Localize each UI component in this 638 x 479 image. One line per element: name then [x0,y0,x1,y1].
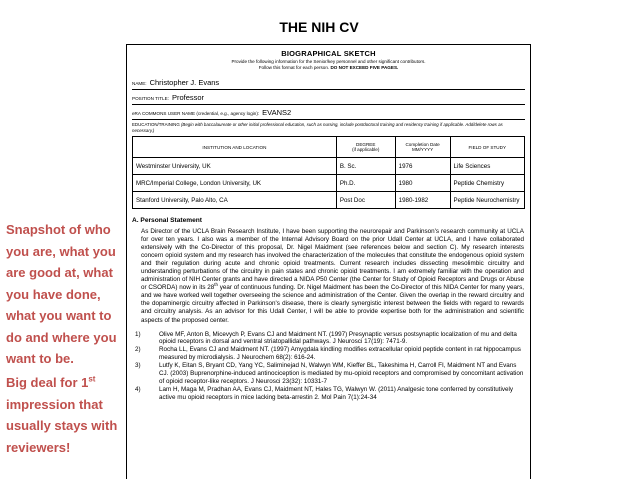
reference-item [127,362,524,386]
education-instructions: (Begin with baccalaureate or other initial professional education, such as nursing, include postdoctoral training and residency training if applicable. Add/delete rows as necessary.) [132,122,503,133]
note-impression-text-1: Big deal for 1 [6,375,89,390]
note-impression [6,372,124,458]
edu-field: Peptide Neurochemistry [450,192,525,209]
reference-text: Olive MF, Anton B, Micevych P, Evans CJ and Maidment NT. (1997) Presynaptic versus postsynaptic localization of mu and delta opioid receptors in dorsal and ventral striatopallidal pathways. J Neurosci 17(19): 7471-9. [159,330,517,346]
reference-text: Rocha LL, Evans CJ and Maidment NT. (1997) Amygdala kindling modifies extracellular opioid peptide content in rat hippocampus measured by microdialysis. J Neurochem 68(2): 616-24. [159,346,521,362]
header-degree-label: DEGREE [356,142,376,147]
name-field [132,75,525,90]
header-degree [336,137,395,158]
reference-text: Lutfy K, Eitan S, Bryant CD, Yang YC, Saliminejad N, Walwyn WM, Kieffer BL, Takeshima H, Carroll FI, Maidment NT and Evans CJ. (2003) Buprenorphine-induced antinociception is mediated by mu-opioid receptors and compromised by concomitant activation of opioid receptor-like receptors. J Neurosci 23(32): 10331-7 [159,362,524,385]
education-row [133,192,525,209]
education-row [133,158,525,175]
position-label: POSITION TITLE: [132,96,169,101]
edu-institution: Westminster University, UK [133,158,337,175]
era-field [132,105,525,120]
header-institution: INSTITUTION AND LOCATION [133,137,337,158]
header-degree-sub: (if applicable) [352,147,380,152]
era-value: EVANS2 [262,108,292,117]
doc-instructions-line2-bold: DO NOT EXCEED FIVE PAGES. [330,65,399,70]
note-impression-superscript: st [88,374,96,384]
reference-item [127,346,524,362]
note-impression-text-2: impression that usually stays with reviewers! [6,396,118,455]
reference-number: 1) [135,330,141,338]
reference-number: 2) [135,346,141,354]
note-snapshot: Snapshot of who you are, what you are good at, what you have done, what you want to do and where you want to be. [6,222,117,366]
edu-institution: MRC/Imperial College, London University, UK [133,175,337,192]
edu-date: 1976 [395,158,450,175]
slide-title: THE NIH CV [279,19,359,35]
name-value: Christopher J. Evans [149,78,220,87]
statement-superscript: th [214,282,218,288]
doc-instructions-line2 [127,65,530,71]
edu-degree: Post Doc [336,192,395,209]
reference-number: 4) [135,385,141,393]
education-note [127,120,530,136]
statement-text-1: As Director of the UCLA Brain Research Institute, I have been supporting the neurorepair and Parkinson's research community at UCLA for over ten years. I also was a member of the Internal Advisory Board on the prior Udall Center at UCLA, and I have collaborated extensively with the Co-Director of this proposal, Dr. Nigel Maidment (see references below and section C). My research interests concern opioid system and my research has involved the characterization of the molecules that constitute the endogenous opioid system and their regulation during acute and chronic opioid treatments. Current research includes dissecting mesolimbic circuitry and understanding perturbations of the circuitry in pain states and chronic opioid treatments. I am extremely familiar with the operation and administration of NIH Center grants and have directed a NIDA P50 Center (the Center for Study of Opioid Receptors and Drugs or Abuse or CSORDA) now in its 28 [141,228,524,292]
education-header-row [133,137,525,158]
header-date-label: Completion Date [405,142,440,147]
position-field [132,90,525,105]
education-table [132,136,525,209]
reference-list [127,331,524,402]
personal-statement [141,228,524,325]
edu-institution: Stanford University, Palo Alto, CA [133,192,337,209]
reference-number: 3) [135,362,141,370]
doc-instructions-line2-text: Follow this format for each person. [258,65,330,70]
position-value: Professor [171,93,205,102]
doc-title: BIOGRAPHICAL SKETCH [281,49,376,58]
biosketch-document [126,44,531,479]
header-date [395,137,450,158]
edu-degree: Ph.D. [336,175,395,192]
name-label: NAME: [132,81,147,86]
reference-item [127,386,524,402]
edu-date: 1980-1982 [395,192,450,209]
edu-degree: B. Sc. [336,158,395,175]
doc-instructions [127,59,530,71]
reference-text: Lam H, Maga M, Pradhan AA, Evans CJ, Maidment NT, Hales TG, Walwyn W. (2011) Analgesic tone conferred by constitutively active mu opioid receptors in mice lacking beta-arrestin 2. Mol Pain 7(1):24-34 [159,385,514,401]
edu-field: Peptide Chemistry [450,175,525,192]
statement-text-2: year of continuous funding. Dr. Nigel Maidment has been the Co-Director of this NIDA Center for many years, and we have worked well together overseeing the science and administration of the Center. Given the overlap in the reward circuitry and the dopaminergic circuitry affected in Parkinson's disease, there is clearly synergistic interest between the fields with regard to rewards and circuitry analysis. As an advisor for this Udall Center, I will be able to provide expertise both for the administration and scientific aspects of the proposed center. [141,284,524,324]
education-row [133,175,525,192]
header-date-sub: MM/YYYY [411,147,434,152]
header-field: FIELD OF STUDY [450,137,525,158]
era-label: eRA COMMONS USER NAME (credential, e.g., agency login): [132,111,260,116]
edu-field: Life Sciences [450,158,525,175]
education-label: EDUCATION/TRAINING [132,122,180,127]
doc-instructions-line1: Provide the following information for the Senior/key personnel and other significant contributors. [231,59,426,64]
reference-item [127,331,524,347]
personal-statement-heading: A. Personal Statement [132,217,202,224]
edu-date: 1980 [395,175,450,192]
